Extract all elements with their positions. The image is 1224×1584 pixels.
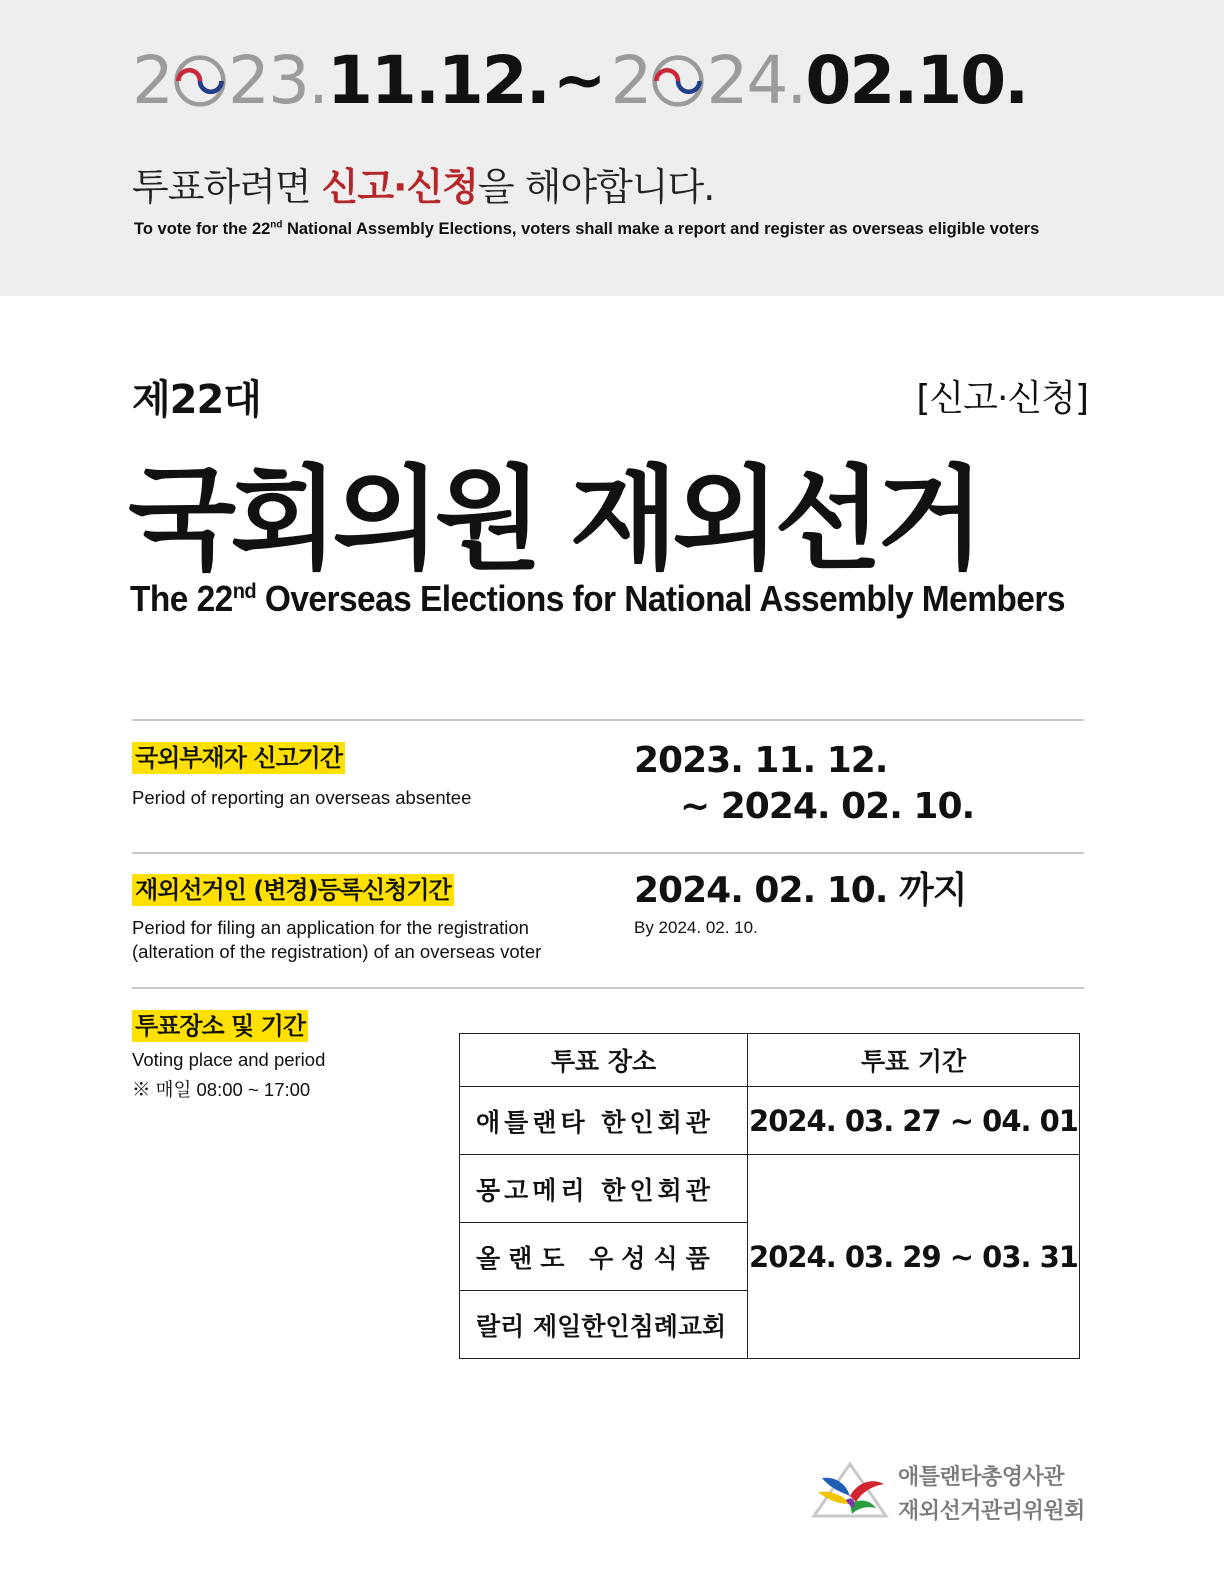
period-cell: 2024. 03. 29 ~ 03. 31 xyxy=(748,1155,1080,1359)
table-row xyxy=(460,1087,1080,1155)
place-cell: 올랜도 우성식품 xyxy=(460,1223,748,1291)
headline-english xyxy=(134,220,1039,239)
start-year-prefix: 2 xyxy=(132,42,172,119)
register-period-value-block xyxy=(634,868,967,938)
table-header-row xyxy=(460,1034,1080,1087)
election-ordinal: 제22대 xyxy=(132,377,261,423)
org-consulate: 애틀랜타총영사관 xyxy=(898,1465,1065,1490)
period-dates xyxy=(132,42,1112,142)
register-period-desc-1: Period for filing an application for the registration xyxy=(132,917,529,938)
report-apply-tag: [신고·신청] xyxy=(916,378,1088,419)
column-header-place: 투표 장소 xyxy=(460,1034,748,1087)
org-election-committee: 재외선거관리위원회 xyxy=(898,1499,1085,1524)
table-row xyxy=(460,1155,1080,1223)
taegeuk-zero-icon xyxy=(651,54,705,108)
voting-hours: ※ 매일 08:00 ~ 17:00 xyxy=(132,1079,311,1100)
start-month-day: 11.12. xyxy=(326,42,549,119)
voting-desc: Voting place and period xyxy=(132,1049,326,1070)
column-header-period: 투표 기간 xyxy=(748,1034,1080,1087)
voting-label: 투표장소 및 기간 xyxy=(132,1010,308,1042)
register-period-label: 재외선거인 (변경)등록신청기간 xyxy=(132,874,454,906)
period-cell: 2024. 03. 27 ~ 04. 01 xyxy=(748,1087,1080,1155)
period-tilde: ~ xyxy=(552,43,607,118)
headline-highlight: 신고·신청 xyxy=(321,165,478,209)
register-period-label-block xyxy=(132,874,541,964)
page-title: 국회의원 재외선거 xyxy=(128,455,979,585)
sub-en-post: National Assembly Elections, voters shall make a report and register as overseas eligible voters xyxy=(282,220,1040,238)
taegeuk-zero-icon xyxy=(173,54,227,108)
report-period-start: 2023. 11. 12. xyxy=(634,740,888,781)
report-period-desc: Period of reporting an overseas absentee xyxy=(132,787,472,808)
divider xyxy=(132,987,1084,989)
register-period-value: 2024. 02. 10. 까지 xyxy=(634,870,967,911)
election-commission-logo xyxy=(810,1456,890,1522)
place-cell: 애틀랜타 한인회관 xyxy=(460,1087,748,1155)
headline xyxy=(132,156,714,211)
place-cell: 랄리 제일한인침례교회 xyxy=(460,1291,748,1359)
title-en-pre: The 22 xyxy=(130,578,233,619)
voting-label-block xyxy=(132,1010,325,1102)
title-en-post: Overseas Elections for National Assembly Members xyxy=(256,578,1065,619)
voting-table xyxy=(459,1033,1080,1359)
sub-en-sup: nd xyxy=(270,219,283,231)
headline-post: 을 해야합니다. xyxy=(477,165,715,209)
place-cell: 몽고메리 한인회관 xyxy=(460,1155,748,1223)
register-period-value-en: By 2024. 02. 10. xyxy=(634,918,758,937)
start-year-rest: 23. xyxy=(228,42,327,119)
divider xyxy=(132,719,1084,721)
end-year-rest: 24. xyxy=(706,42,806,119)
title-en-sup: nd xyxy=(232,578,257,603)
end-year-prefix: 2 xyxy=(610,42,651,119)
divider xyxy=(132,852,1084,854)
report-period-value-block xyxy=(634,738,974,830)
report-period-label: 국외부재자 신고기간 xyxy=(132,742,345,774)
end-month-day: 02.10. xyxy=(805,42,1028,119)
headline-pre: 투표하려면 xyxy=(132,165,322,209)
register-period-desc-2: (alteration of the registration) of an overseas voter xyxy=(132,941,542,962)
sub-en-pre: To vote for the 22 xyxy=(134,220,271,238)
page-title-english xyxy=(130,578,1065,620)
report-period-end: ~ 2024. 02. 10. xyxy=(680,786,975,827)
report-period-label-block xyxy=(132,742,471,810)
